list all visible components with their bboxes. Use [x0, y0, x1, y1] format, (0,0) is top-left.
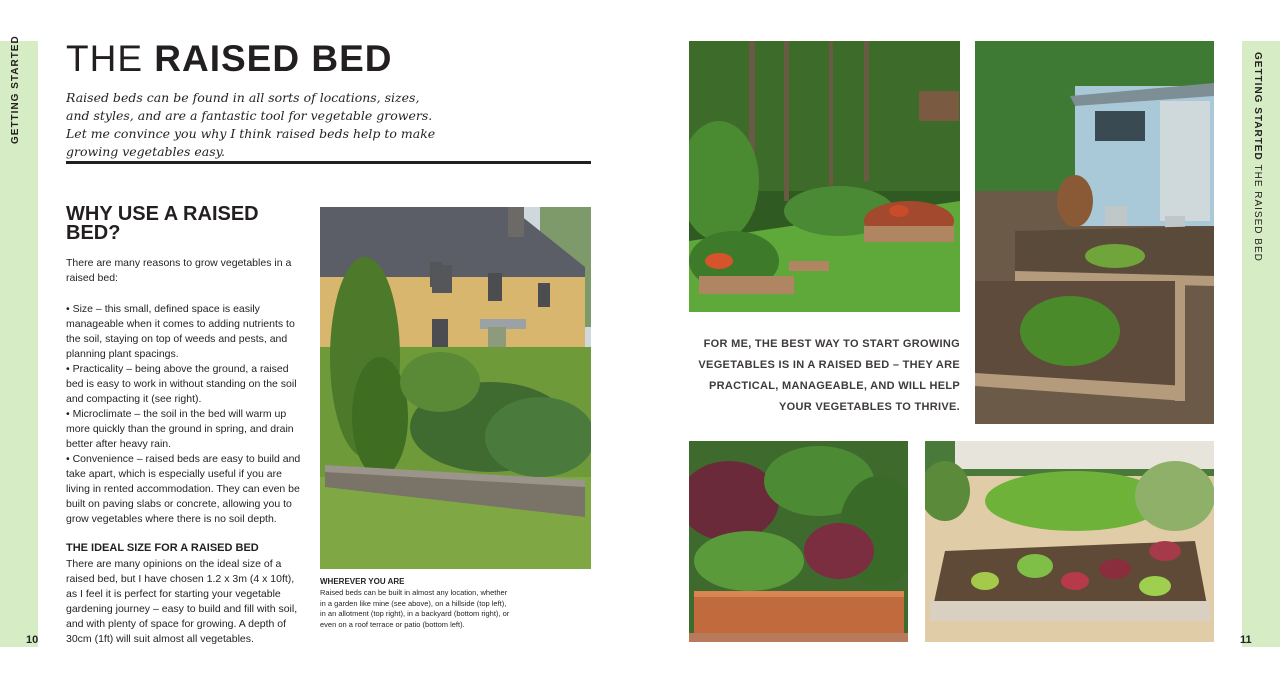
title-light: THE: [66, 38, 143, 79]
why-lead: There are many reasons to grow vegetables in a raised bed:: [66, 257, 292, 284]
bullet-convenience: • Convenience – raised beds are easy to build and take apart, which is especially useful if you are living in rented accommodation. They can even be built on paving slabs or concrete, allowing you to grow vegetables where there is no soil depth.: [66, 453, 301, 525]
allotment-shed-photo: [975, 41, 1214, 424]
ideal-size-text: There are many opinions on the ideal size of a raised bed, but I have chosen 1.2 x 3m (4 x 10ft), as I feel it is perfect for starting your vegetable gardening journey – easy to build and fill with soil, and with plenty of space for growing. A depth of 30cm (1ft) will suit almost all vegetables.: [66, 558, 298, 645]
title-bold: RAISED BED: [154, 38, 393, 79]
bullet-size: • Size – this small, defined space is easily manageable when it comes to adding nutrients to the soil, staying on top of weeds and pests, and planning plant spacings.: [66, 303, 295, 360]
left-tab-label: GETTING STARTED: [10, 35, 21, 144]
why-heading: WHY USE A RAISED BED?: [66, 203, 259, 244]
right-tab-section: GETTING STARTED: [1252, 52, 1263, 161]
title-rule: [66, 161, 591, 164]
ideal-size-heading: THE IDEAL SIZE FOR A RAISED BED: [66, 542, 259, 554]
bullet-microclimate: • Microclimate – the soil in the bed will warm up more quickly than the ground in spring, and drain better after heavy rain.: [66, 408, 294, 450]
caption-heading: WHEREVER YOU ARE: [320, 577, 405, 586]
why-bullets: [66, 302, 301, 527]
right-tab-chapter: THE RAISED BED: [1252, 164, 1263, 262]
page-number-right: 11: [1240, 634, 1252, 646]
backyard-bed-photo: [925, 441, 1214, 642]
page-title: [66, 38, 392, 80]
pull-quote: FOR ME, THE BEST WAY TO START GROWING VEGETABLES IS IN A RAISED BED – THEY ARE PRACTICAL, MANAGEABLE, AND WILL HELP YOUR VEGETABLES TO THRIVE.: [698, 338, 960, 413]
right-tab-label: [1252, 52, 1263, 262]
intro-text: Raised beds can be found in all sorts of locations, sizes, and styles, and are a fantastic tool for vegetable growers. Let me convince you why I think raised beds help to make growing vegetables easy.: [66, 90, 436, 159]
hillside-garden-photo: [689, 41, 960, 312]
patio-bed-photo: [689, 441, 908, 642]
page-number-left: 10: [26, 634, 39, 646]
cottage-garden-photo: [320, 207, 591, 569]
bullet-practicality: • Practicality – being above the ground, a raised bed is easy to work in without standing on the soil and compacting it (see right).: [66, 363, 297, 405]
caption-text: Raised beds can be built in almost any location, whether in a garden like mine (see above), on a hillside (top left), in an allotment (top right), in a backyard (bottom right), or even on a roof terrace or patio (bottom left).: [320, 588, 510, 629]
